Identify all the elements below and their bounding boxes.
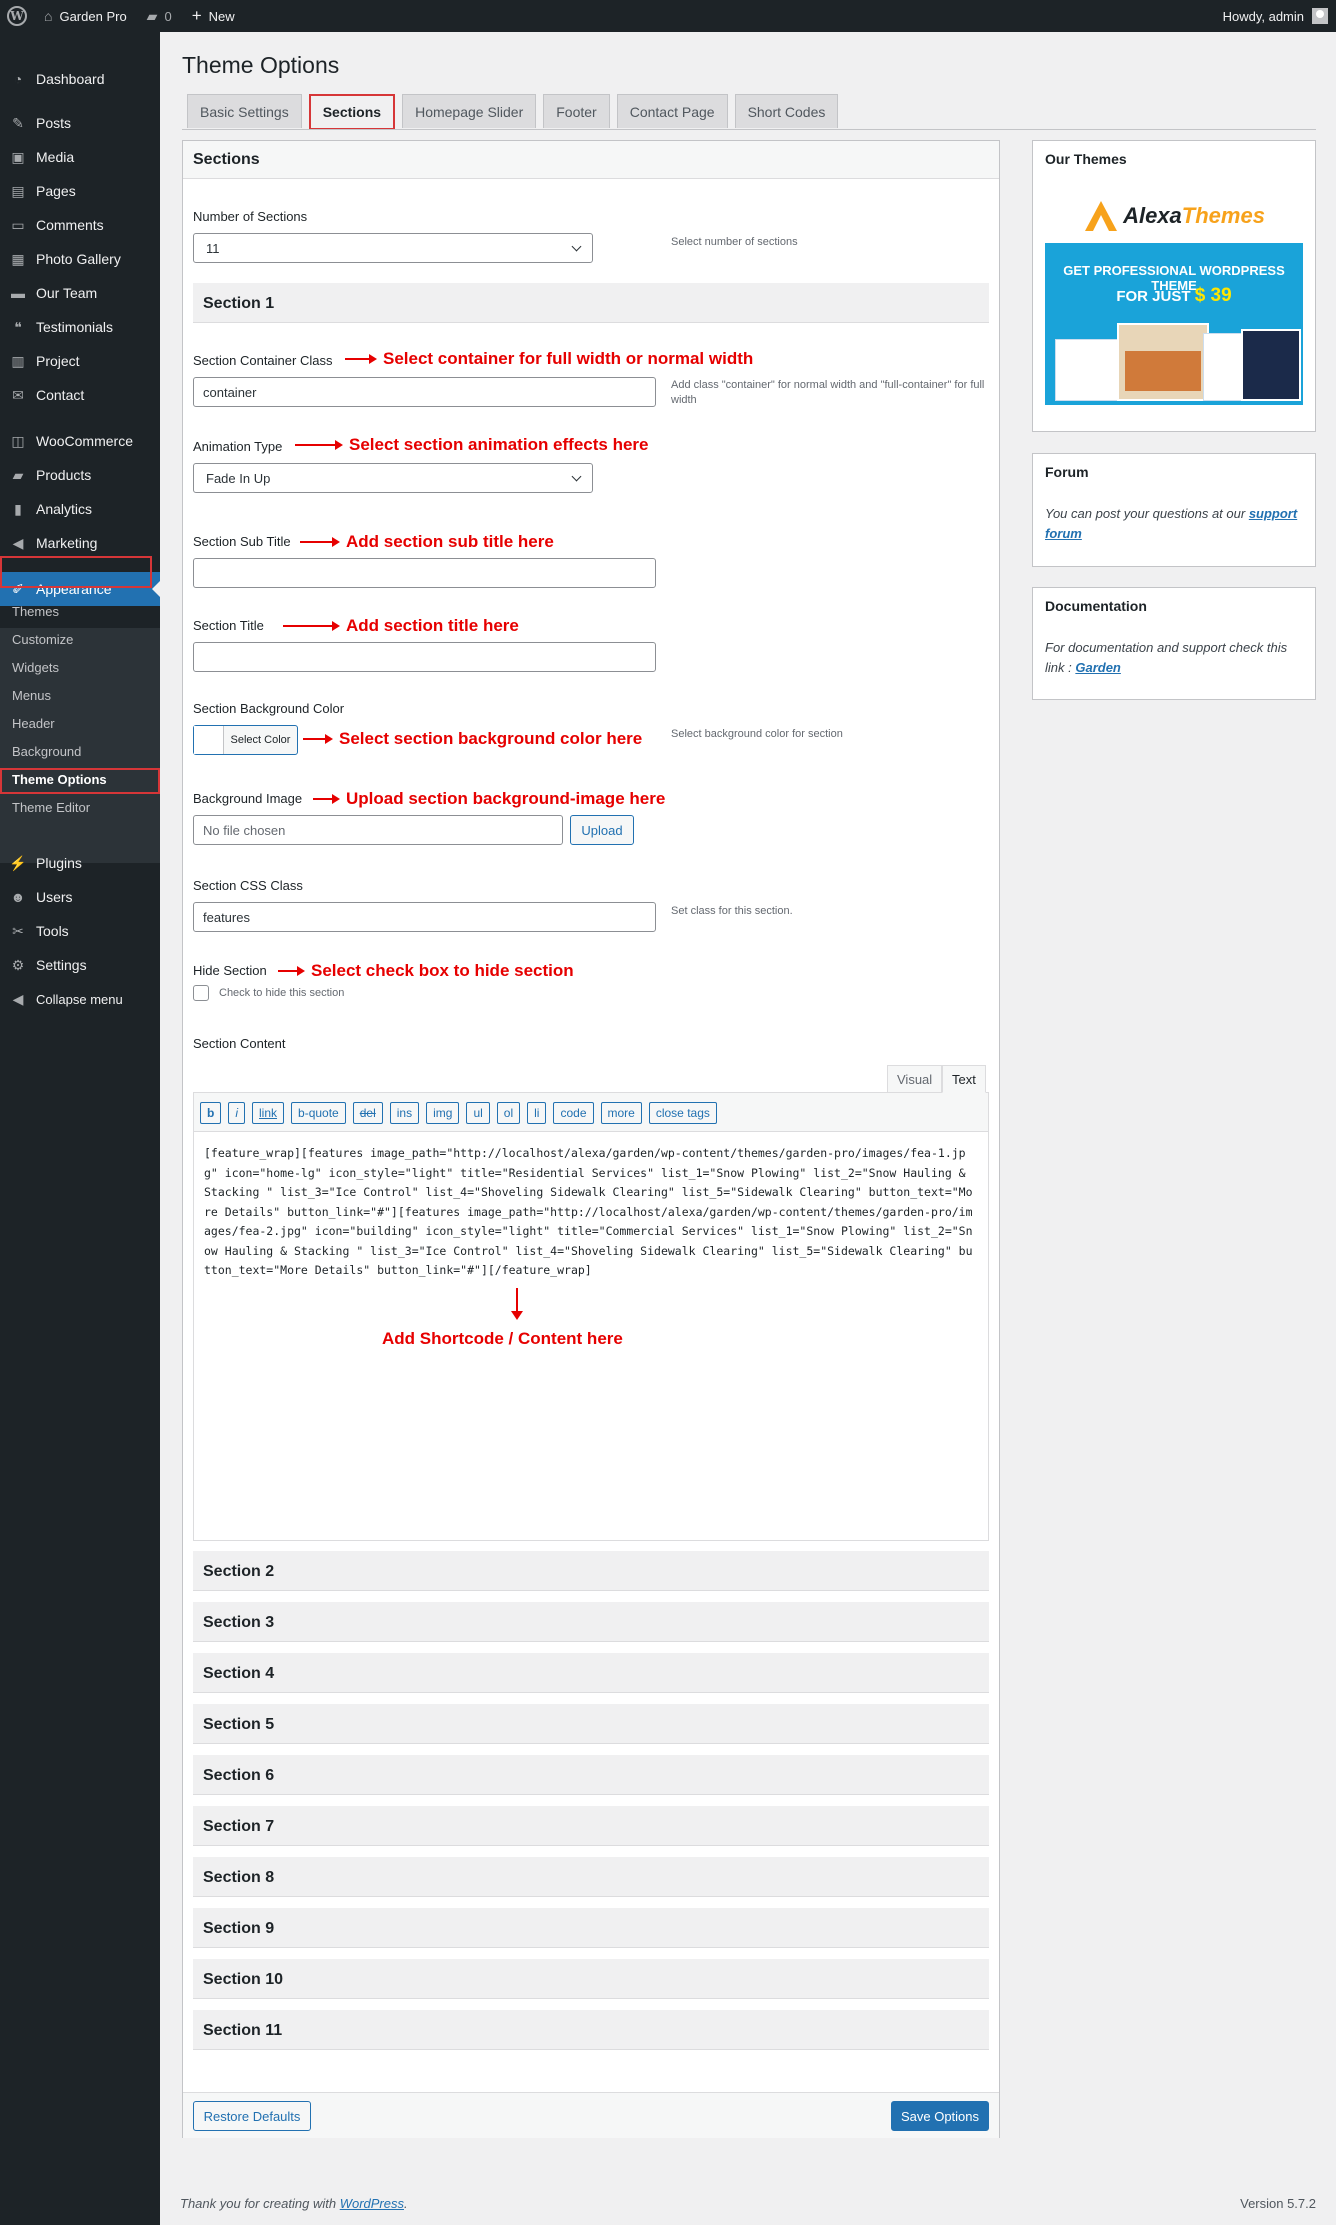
- wp-version: Version 5.7.2: [1240, 2196, 1316, 2211]
- animation-type-select[interactable]: Fade In Up: [193, 463, 593, 493]
- account-menu[interactable]: Howdy, admin: [1213, 0, 1336, 32]
- tabs-divider: [182, 129, 1316, 130]
- container-class-label: Section Container Class: [193, 353, 333, 368]
- dashboard-icon: ◔: [13, 71, 23, 87]
- annotation-bg-image: Upload section background-image here: [313, 789, 665, 809]
- pages-icon: ▤: [11, 182, 25, 199]
- sidebar-item-settings[interactable]: ⚙ Settings: [0, 948, 160, 982]
- settings-icon: ⚙: [11, 956, 25, 973]
- quicktag-ol-button[interactable]: ol: [497, 1102, 520, 1124]
- section-title-input[interactable]: [193, 642, 656, 672]
- section-4-header[interactable]: Section 4: [193, 1653, 989, 1693]
- home-icon: ⌂: [44, 8, 53, 24]
- annotation-bg-color: Select section background color here: [303, 729, 642, 749]
- comments-icon: ▭: [11, 216, 25, 233]
- quicktag-close-tags-button[interactable]: close tags: [649, 1102, 717, 1124]
- restore-defaults-button[interactable]: Restore Defaults: [193, 2101, 311, 2131]
- tab-contact-page[interactable]: Contact Page: [617, 94, 728, 128]
- section-content-textarea[interactable]: [feature_wrap][features image_path="http://localhost/alexa/garden/wp-content/themes/garden-pro/images/fea-1.jpg" icon="home-lg" icon_style="light" title="Residential Services" list_1="Snow Plowing" list_2="Snow Hauling & Stacking " list_3="Ice Control" list_4="Shoveling Sidewalk Clearing" list_5="Sidewalk Clearing" button_text="More Details" button_link="#"][features image_path="http://localhost/alexa/garden/wp-content/themes/garden-pro/images/fea-2.jpg" icon="building" icon_style="light" title="Commercial Services" list_1="Snow Plowing" list_2="Snow Hauling & Stacking " list_3="Ice Control" list_4="Shoveling Sidewalk Clearing" list_5="Sidewalk Clearing" button_text="More Details" button_link="#"][/feature_wrap]: [193, 1131, 989, 1541]
- our-themes-title: Our Themes: [1045, 151, 1127, 167]
- sidebar-item-pages[interactable]: ▤ Pages: [0, 174, 160, 208]
- sidebar-item-users[interactable]: ☻ Users: [0, 880, 160, 914]
- submenu-widgets[interactable]: Widgets: [12, 660, 59, 675]
- bg-image-label: Background Image: [193, 791, 303, 806]
- submenu-header[interactable]: Header: [12, 716, 55, 731]
- gallery-icon: ▦: [11, 250, 25, 267]
- annotation-title: Add section title here: [283, 616, 519, 636]
- sidebar-item-plugins[interactable]: ⚡ Plugins: [0, 846, 160, 880]
- panel-footer: [183, 2092, 999, 2138]
- visual-tab[interactable]: Visual: [887, 1065, 942, 1093]
- chevron-down-icon: [572, 471, 582, 481]
- theme-preview-thumb: [1117, 323, 1209, 401]
- sidebar-item-testimonials[interactable]: ❝ Testimonials: [0, 310, 160, 344]
- hide-section-checkbox[interactable]: [193, 985, 209, 1001]
- tab-short-codes[interactable]: Short Codes: [735, 94, 839, 128]
- section-7-header[interactable]: Section 7: [193, 1806, 989, 1846]
- envelope-icon: ✉: [12, 386, 24, 403]
- forum-widget: Forum You can post your questions at our support forum: [1032, 453, 1316, 567]
- quicktag-ul-button[interactable]: ul: [466, 1102, 489, 1124]
- hide-section-desc: Check to hide this section: [219, 987, 345, 999]
- sidebar-item-dashboard[interactable]: ◔ Dashboard: [0, 62, 160, 96]
- panel-title: Sections: [193, 151, 260, 168]
- section-content-label: Section Content: [193, 1036, 286, 1051]
- annotation-subtitle: Add section sub title here: [300, 532, 554, 552]
- sidebar-item-comments[interactable]: ▭ Comments: [0, 208, 160, 242]
- bg-color-desc: Select background color for section: [671, 728, 843, 740]
- arrow-head-icon: [511, 1311, 523, 1320]
- color-picker-button[interactable]: Select Color: [193, 725, 298, 755]
- section-2-header[interactable]: Section 2: [193, 1551, 989, 1591]
- comment-bubble-icon: ▰: [146, 7, 158, 24]
- tab-sections[interactable]: Sections: [309, 94, 395, 130]
- sidebar-item-project[interactable]: ▥ Project: [0, 344, 160, 378]
- collapse-icon: ◀: [12, 990, 24, 1007]
- sub-title-input[interactable]: [193, 558, 656, 588]
- woo-icon: ◫: [11, 432, 25, 449]
- analytics-icon: ▮: [14, 500, 22, 517]
- submenu-background[interactable]: Background: [12, 744, 82, 759]
- color-swatch: [194, 726, 224, 754]
- section-5-header[interactable]: Section 5: [193, 1704, 989, 1744]
- tab-basic-settings[interactable]: Basic Settings: [187, 94, 302, 128]
- annotation-content: Add Shortcode / Content here: [382, 1329, 623, 1348]
- annotation-animation: Select section animation effects here: [295, 435, 649, 455]
- theme-promo-banner[interactable]: GET PROFESSIONAL WORDPRESS THEME FOR JUST $ 39: [1045, 243, 1303, 405]
- sidebar-item-products[interactable]: ▰ Products: [0, 458, 160, 492]
- theme-preview-thumb: [1241, 329, 1301, 401]
- submenu-theme-options[interactable]: Theme Options: [12, 772, 107, 787]
- sidebar-item-collapse-menu[interactable]: ◀ Collapse menu: [0, 982, 160, 1016]
- tab-homepage-slider[interactable]: Homepage Slider: [402, 94, 536, 128]
- section-3-header[interactable]: Section 3: [193, 1602, 989, 1642]
- support-forum-link[interactable]: support forum: [1045, 506, 1298, 541]
- sidebar-item-photo-gallery[interactable]: ▦ Photo Gallery: [0, 242, 160, 276]
- products-icon: ▰: [12, 466, 24, 483]
- tab-footer[interactable]: Footer: [543, 94, 609, 128]
- container-class-desc: Add class "container" for normal width and "full-container" for full width: [671, 379, 985, 406]
- avatar: [1312, 8, 1328, 24]
- panel-header: [183, 141, 999, 179]
- plugin-icon: ⚡: [9, 854, 27, 871]
- hide-section-label: Hide Section: [193, 963, 267, 978]
- sections-panel: [182, 140, 1000, 2138]
- users-icon: ☻: [10, 889, 26, 905]
- sub-title-label: Section Sub Title: [193, 534, 291, 549]
- team-icon: ▬: [11, 285, 25, 301]
- our-themes-widget: [1032, 140, 1316, 432]
- section-6-header[interactable]: Section 6: [193, 1755, 989, 1795]
- admin-bar: [0, 0, 1336, 32]
- wordpress-logo-icon[interactable]: W: [0, 0, 34, 32]
- submenu-themes[interactable]: Themes: [12, 604, 59, 619]
- submenu-customize[interactable]: Customize: [12, 632, 74, 647]
- sidebar-item-analytics[interactable]: ▮ Analytics: [0, 492, 160, 526]
- project-icon: ▥: [11, 352, 25, 369]
- container-class-input[interactable]: container: [193, 377, 656, 407]
- quicktag-more-button[interactable]: more: [601, 1102, 642, 1124]
- section-9-header[interactable]: Section 9: [193, 1908, 989, 1948]
- quicktag-img-button[interactable]: img: [426, 1102, 459, 1124]
- sidebar-item-woocommerce[interactable]: ◫ WooCommerce: [0, 424, 160, 458]
- quicktags-toolbar: [193, 1092, 989, 1132]
- section-10-header[interactable]: Section 10: [193, 1959, 989, 1999]
- pin-icon: ✎: [12, 114, 24, 131]
- section-11-header[interactable]: Section 11: [193, 2010, 989, 2050]
- text-tab[interactable]: Text: [942, 1065, 986, 1093]
- admin-footer-text: Thank you for creating with WordPress.: [180, 2196, 408, 2211]
- section-1-header[interactable]: Section 1: [193, 283, 989, 323]
- new-content-link[interactable]: + New: [191, 6, 235, 25]
- site-name-link[interactable]: ⌂ Garden Pro: [44, 8, 127, 24]
- garden-docs-link[interactable]: Garden: [1075, 660, 1121, 675]
- page-title: Theme Options: [182, 52, 340, 78]
- sidebar-item-posts[interactable]: ✎ Posts: [0, 106, 160, 140]
- submenu-theme-editor[interactable]: Theme Editor: [12, 800, 91, 815]
- sidebar-item-our-team[interactable]: ▬ Our Team: [0, 276, 160, 310]
- animation-type-label: Animation Type: [193, 439, 283, 454]
- quicktag-link-button[interactable]: link: [252, 1102, 284, 1124]
- sidebar-item-appearance[interactable]: ✐ Appearance: [0, 572, 160, 606]
- submenu-menus[interactable]: Menus: [12, 688, 52, 703]
- documentation-widget: Documentation For documentation and support check this link : Garden: [1032, 587, 1316, 700]
- annotation-container: Select container for full width or normal width: [345, 349, 753, 369]
- sidebar-item-tools[interactable]: ✂ Tools: [0, 914, 160, 948]
- documentation-title: Documentation: [1045, 598, 1147, 614]
- num-sections-select[interactable]: 11: [193, 233, 593, 263]
- plus-icon: +: [191, 6, 202, 25]
- section-8-header[interactable]: Section 8: [193, 1857, 989, 1897]
- quote-icon: ❝: [14, 318, 22, 335]
- wrench-icon: ✂: [12, 922, 24, 939]
- quicktag-i-button[interactable]: i: [228, 1102, 245, 1124]
- wordpress-link[interactable]: WordPress: [339, 2196, 404, 2211]
- upload-button[interactable]: Upload: [570, 815, 634, 845]
- brush-icon: ✐: [12, 580, 24, 597]
- quicktag-ins-button[interactable]: ins: [390, 1102, 419, 1124]
- megaphone-icon: ◀: [12, 534, 24, 551]
- num-sections-label: Number of Sections: [193, 209, 308, 224]
- quicktag-code-button[interactable]: code: [553, 1102, 593, 1124]
- quicktag-b-button[interactable]: b: [200, 1102, 221, 1124]
- section-title-label: Section Title: [193, 618, 264, 633]
- annotation-hide: Select check box to hide section: [278, 961, 574, 981]
- bg-image-input[interactable]: No file chosen: [193, 815, 563, 845]
- comments-link[interactable]: ▰ 0: [146, 7, 172, 24]
- forum-title: Forum: [1045, 464, 1089, 480]
- save-options-button[interactable]: Save Options: [891, 2101, 989, 2131]
- quicktag-li-button[interactable]: li: [527, 1102, 546, 1124]
- alexa-logo-icon: [1083, 199, 1119, 233]
- num-sections-desc: Select number of sections: [671, 236, 798, 248]
- chevron-down-icon: [572, 241, 582, 251]
- alexathemes-logo[interactable]: Alexa Themes: [1045, 191, 1303, 241]
- sidebar-item-contact[interactable]: ✉ Contact: [0, 378, 160, 412]
- css-class-desc: Set class for this section.: [671, 905, 793, 917]
- sidebar-item-media[interactable]: ▣ Media: [0, 140, 160, 174]
- css-class-label: Section CSS Class: [193, 878, 303, 893]
- options-tabs: [187, 94, 845, 130]
- theme-preview-thumb: [1055, 339, 1125, 401]
- sidebar-item-marketing[interactable]: ◀ Marketing: [0, 526, 160, 560]
- media-icon: ▣: [11, 148, 25, 165]
- quicktag-b-quote-button[interactable]: b-quote: [291, 1102, 346, 1124]
- quicktag-del-button[interactable]: del: [353, 1102, 383, 1124]
- css-class-input[interactable]: features: [193, 902, 656, 932]
- bg-color-label: Section Background Color: [193, 701, 345, 716]
